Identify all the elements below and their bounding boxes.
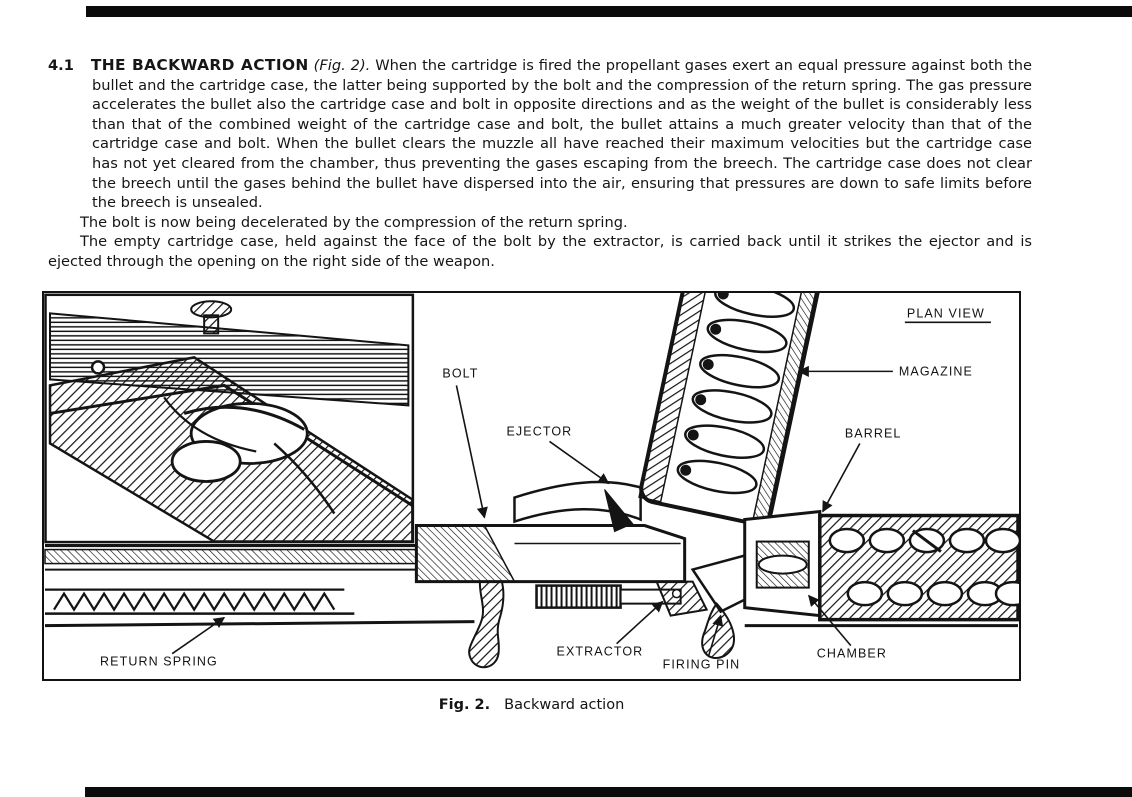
- label-firing-pin: FIRING PIN: [662, 657, 741, 672]
- section-4-1: [48, 56, 1032, 272]
- barrel-drawing: [745, 512, 1019, 626]
- figure-caption: [42, 697, 1021, 713]
- section-paragraph-2: The bolt is now being decelerated by the compression of the return spring.: [80, 213, 628, 231]
- figure-2-backward-action: [42, 291, 1021, 681]
- section-paragraph-3: The empty cartridge case, held against the face of the bolt by the extractor, is carried back until it strikes the ejector and is ejected through the opening on the right side of the weapon.: [48, 233, 1032, 270]
- label-ejector: EJECTOR: [506, 424, 573, 439]
- label-return-spring: RETURN SPRING: [100, 654, 218, 669]
- figure-reference: (Fig. 2).: [313, 57, 371, 74]
- figure-caption-number: Fig. 2.: [438, 697, 491, 713]
- figure-caption-text: Backward action: [504, 697, 625, 713]
- label-magazine: MAGAZINE: [898, 364, 973, 379]
- label-plan-view: PLAN VIEW: [906, 306, 985, 321]
- bolt-assembly-drawing: [416, 526, 756, 658]
- section-paragraph-1: [48, 56, 1032, 213]
- return-spring-coil: [54, 594, 334, 610]
- section-title: THE BACKWARD ACTION: [90, 56, 309, 74]
- label-bolt: BOLT: [442, 366, 479, 381]
- scan-artifact-top-bar: [86, 6, 1132, 17]
- section-body-text: When the cartridge is fired the propellant gases exert an equal pressure against both the bullet and the cartridge case, the latter being supported by the bolt and the compression of the return spring. The gas pressure accelerates the bullet also the cartridge case and bolt in opposite directions and as the weight of the bullet is considerably less than that of the combined weight of the cartridge case and bolt, the bullet attains a much greater velocity than that of the cartridge case and bolt. When the bullet clears the muzzle all have reached their maximum velocities but the cartridge case has not yet cleared from the chamber, thus preventing the gases escaping from the breech. The cartridge case does not clear the breech until the gases behind the bullet have dispersed into the air, ensuring that pressures are down to safe limits before the breech is unsealed.: [92, 57, 1033, 212]
- section-number: 4.1: [48, 57, 74, 74]
- receiver-side-view-drawing: [46, 295, 413, 542]
- magazine-drawing: [639, 293, 823, 527]
- label-extractor: EXTRACTOR: [556, 644, 644, 659]
- cutaway-diagram: [44, 293, 1019, 679]
- scan-artifact-bottom-bar: [85, 787, 1132, 797]
- label-barrel: BARREL: [844, 426, 902, 441]
- label-chamber: CHAMBER: [816, 646, 888, 661]
